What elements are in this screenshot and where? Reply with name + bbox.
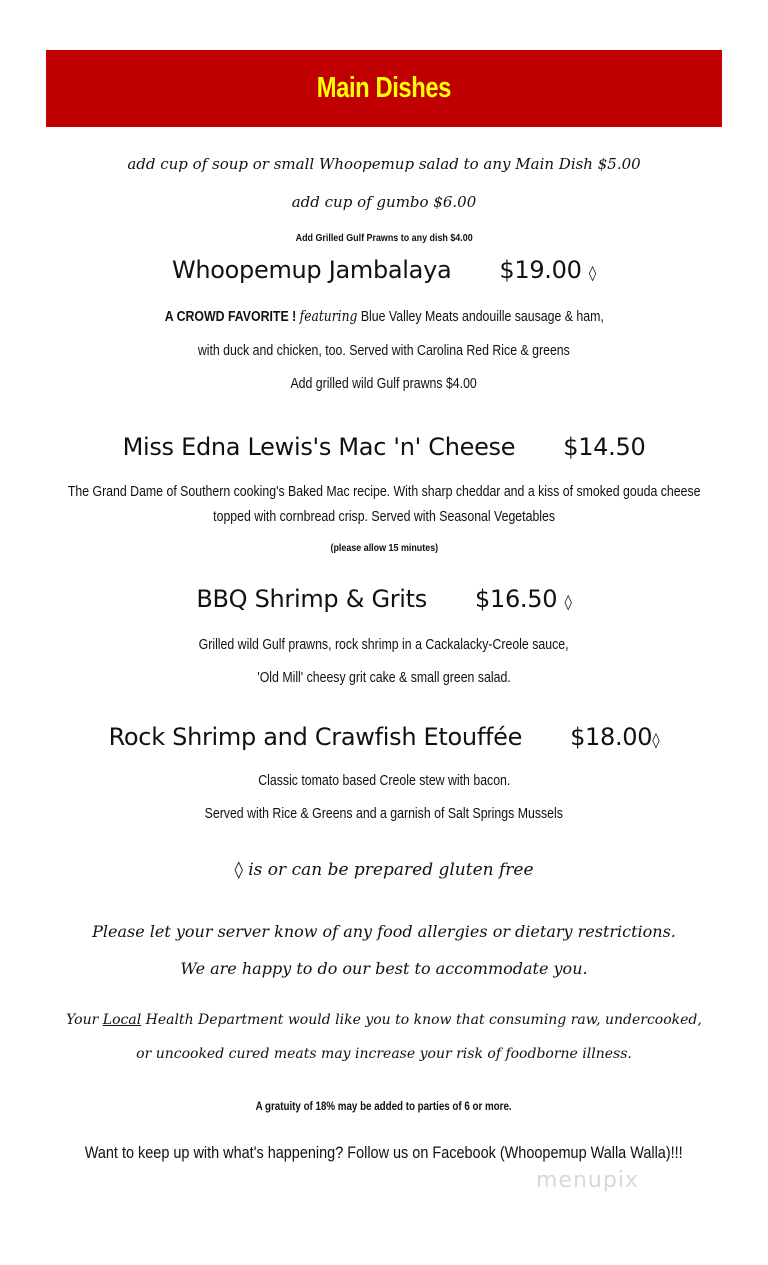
addon-prawns-wrap (0, 228, 768, 246)
health-underlined: Local (102, 1012, 142, 1028)
dish-shrimp-grits-desc1-wrap (0, 636, 768, 654)
header-banner (46, 50, 722, 127)
health-rest: Health Department would like you to know that consuming raw, undercooked, (141, 1012, 702, 1028)
dish-price: $19.00 (499, 256, 582, 284)
dish-desc: Grilled wild Gulf prawns, rock shrimp in a Cackalacky-Creole sauce, (199, 637, 569, 653)
health-prefix: Your (66, 1012, 103, 1028)
dish-name: BBQ Shrimp & Grits (196, 585, 427, 613)
gratuity-wrap (0, 1097, 768, 1115)
gluten-free-icon: ◊ (588, 264, 597, 282)
dish-mac-note-wrap (0, 538, 768, 556)
facebook-note: Want to keep up with what's happening? Follow us on Facebook (Whoopemup Walla Walla)!!! (85, 1143, 683, 1162)
facebook-wrap (0, 1143, 768, 1163)
gratuity-note: A gratuity of 18% may be added to parties of 6 or more. (255, 1101, 513, 1113)
dish-mac-desc1-wrap (0, 483, 768, 501)
addon-prawns: Add Grilled Gulf Prawns to any dish $4.00 (295, 232, 473, 244)
gluten-free-icon: ◊ (564, 593, 572, 611)
health-warning-2: or uncooked cured meats may increase your risk of foodborne illness. (136, 1046, 632, 1062)
addon-gumbo: add cup of gumbo $6.00 (291, 193, 477, 211)
dish-shrimp-grits-desc2-wrap (0, 669, 768, 687)
dish-name: Miss Edna Lewis's Mac 'n' Cheese (122, 433, 516, 461)
dish-jambalaya-desc1 (0, 308, 768, 326)
dish-lead-bold: A CROWD FAVORITE ! (164, 309, 296, 325)
page-title: Main Dishes (316, 72, 452, 104)
gluten-free-icon: ◊ (652, 731, 660, 749)
dish-jambalaya-desc3-wrap (0, 375, 768, 393)
dish-jambalaya-heading (0, 256, 768, 284)
dish-desc-rest: Blue Valley Meats andouille sausage & ham, (360, 309, 604, 325)
watermark-logo: menupix (536, 1168, 639, 1193)
dish-mac-desc2-wrap (0, 508, 768, 526)
dish-desc: Classic tomato based Creole stew with bacon. (257, 773, 511, 789)
dish-price: $14.50 (563, 433, 646, 461)
dish-addon: Add grilled wild Gulf prawns $4.00 (290, 376, 478, 392)
allergy-note-2: We are happy to do our best to accommodate you. (180, 959, 588, 978)
dish-desc: 'Old Mill' cheesy grit cake & small green salad. (257, 670, 511, 686)
dish-etouffee-desc2-wrap (0, 805, 768, 823)
dish-desc: with duck and chicken, too. Served with Carolina Red Rice & greens (197, 343, 571, 359)
dish-desc: topped with cornbread crisp. Served with Seasonal Vegetables (213, 509, 555, 525)
dish-shrimp-grits-heading (0, 585, 768, 613)
dish-mac-heading (0, 433, 768, 461)
allergy-note-1: Please let your server know of any food allergies or dietary restrictions. (92, 922, 676, 941)
dish-lead-italic: featuring (299, 309, 358, 325)
gluten-free-note: ◊ is or can be prepared gluten free (234, 860, 534, 880)
dish-note: (please allow 15 minutes) (330, 542, 438, 554)
health-warning-1 (0, 1012, 768, 1028)
addon-soup-salad: add cup of soup or small Whoopemup salad to any Main Dish $5.00 (127, 155, 641, 173)
dish-jambalaya-desc2-wrap (0, 342, 768, 360)
dish-etouffee-desc1-wrap (0, 772, 768, 790)
dish-desc: The Grand Dame of Southern cooking's Baked Mac recipe. With sharp cheddar and a kiss of smoked gouda cheese (67, 484, 701, 500)
dish-name: Rock Shrimp and Crawfish Etouffée (108, 723, 523, 751)
dish-etouffee-heading (0, 723, 768, 751)
dish-desc: Served with Rice & Greens and a garnish of Salt Springs Mussels (204, 806, 564, 822)
dish-price: $16.50 (475, 585, 558, 613)
dish-name: Whoopemup Jambalaya (171, 256, 452, 284)
dish-price: $18.00 (570, 723, 653, 751)
